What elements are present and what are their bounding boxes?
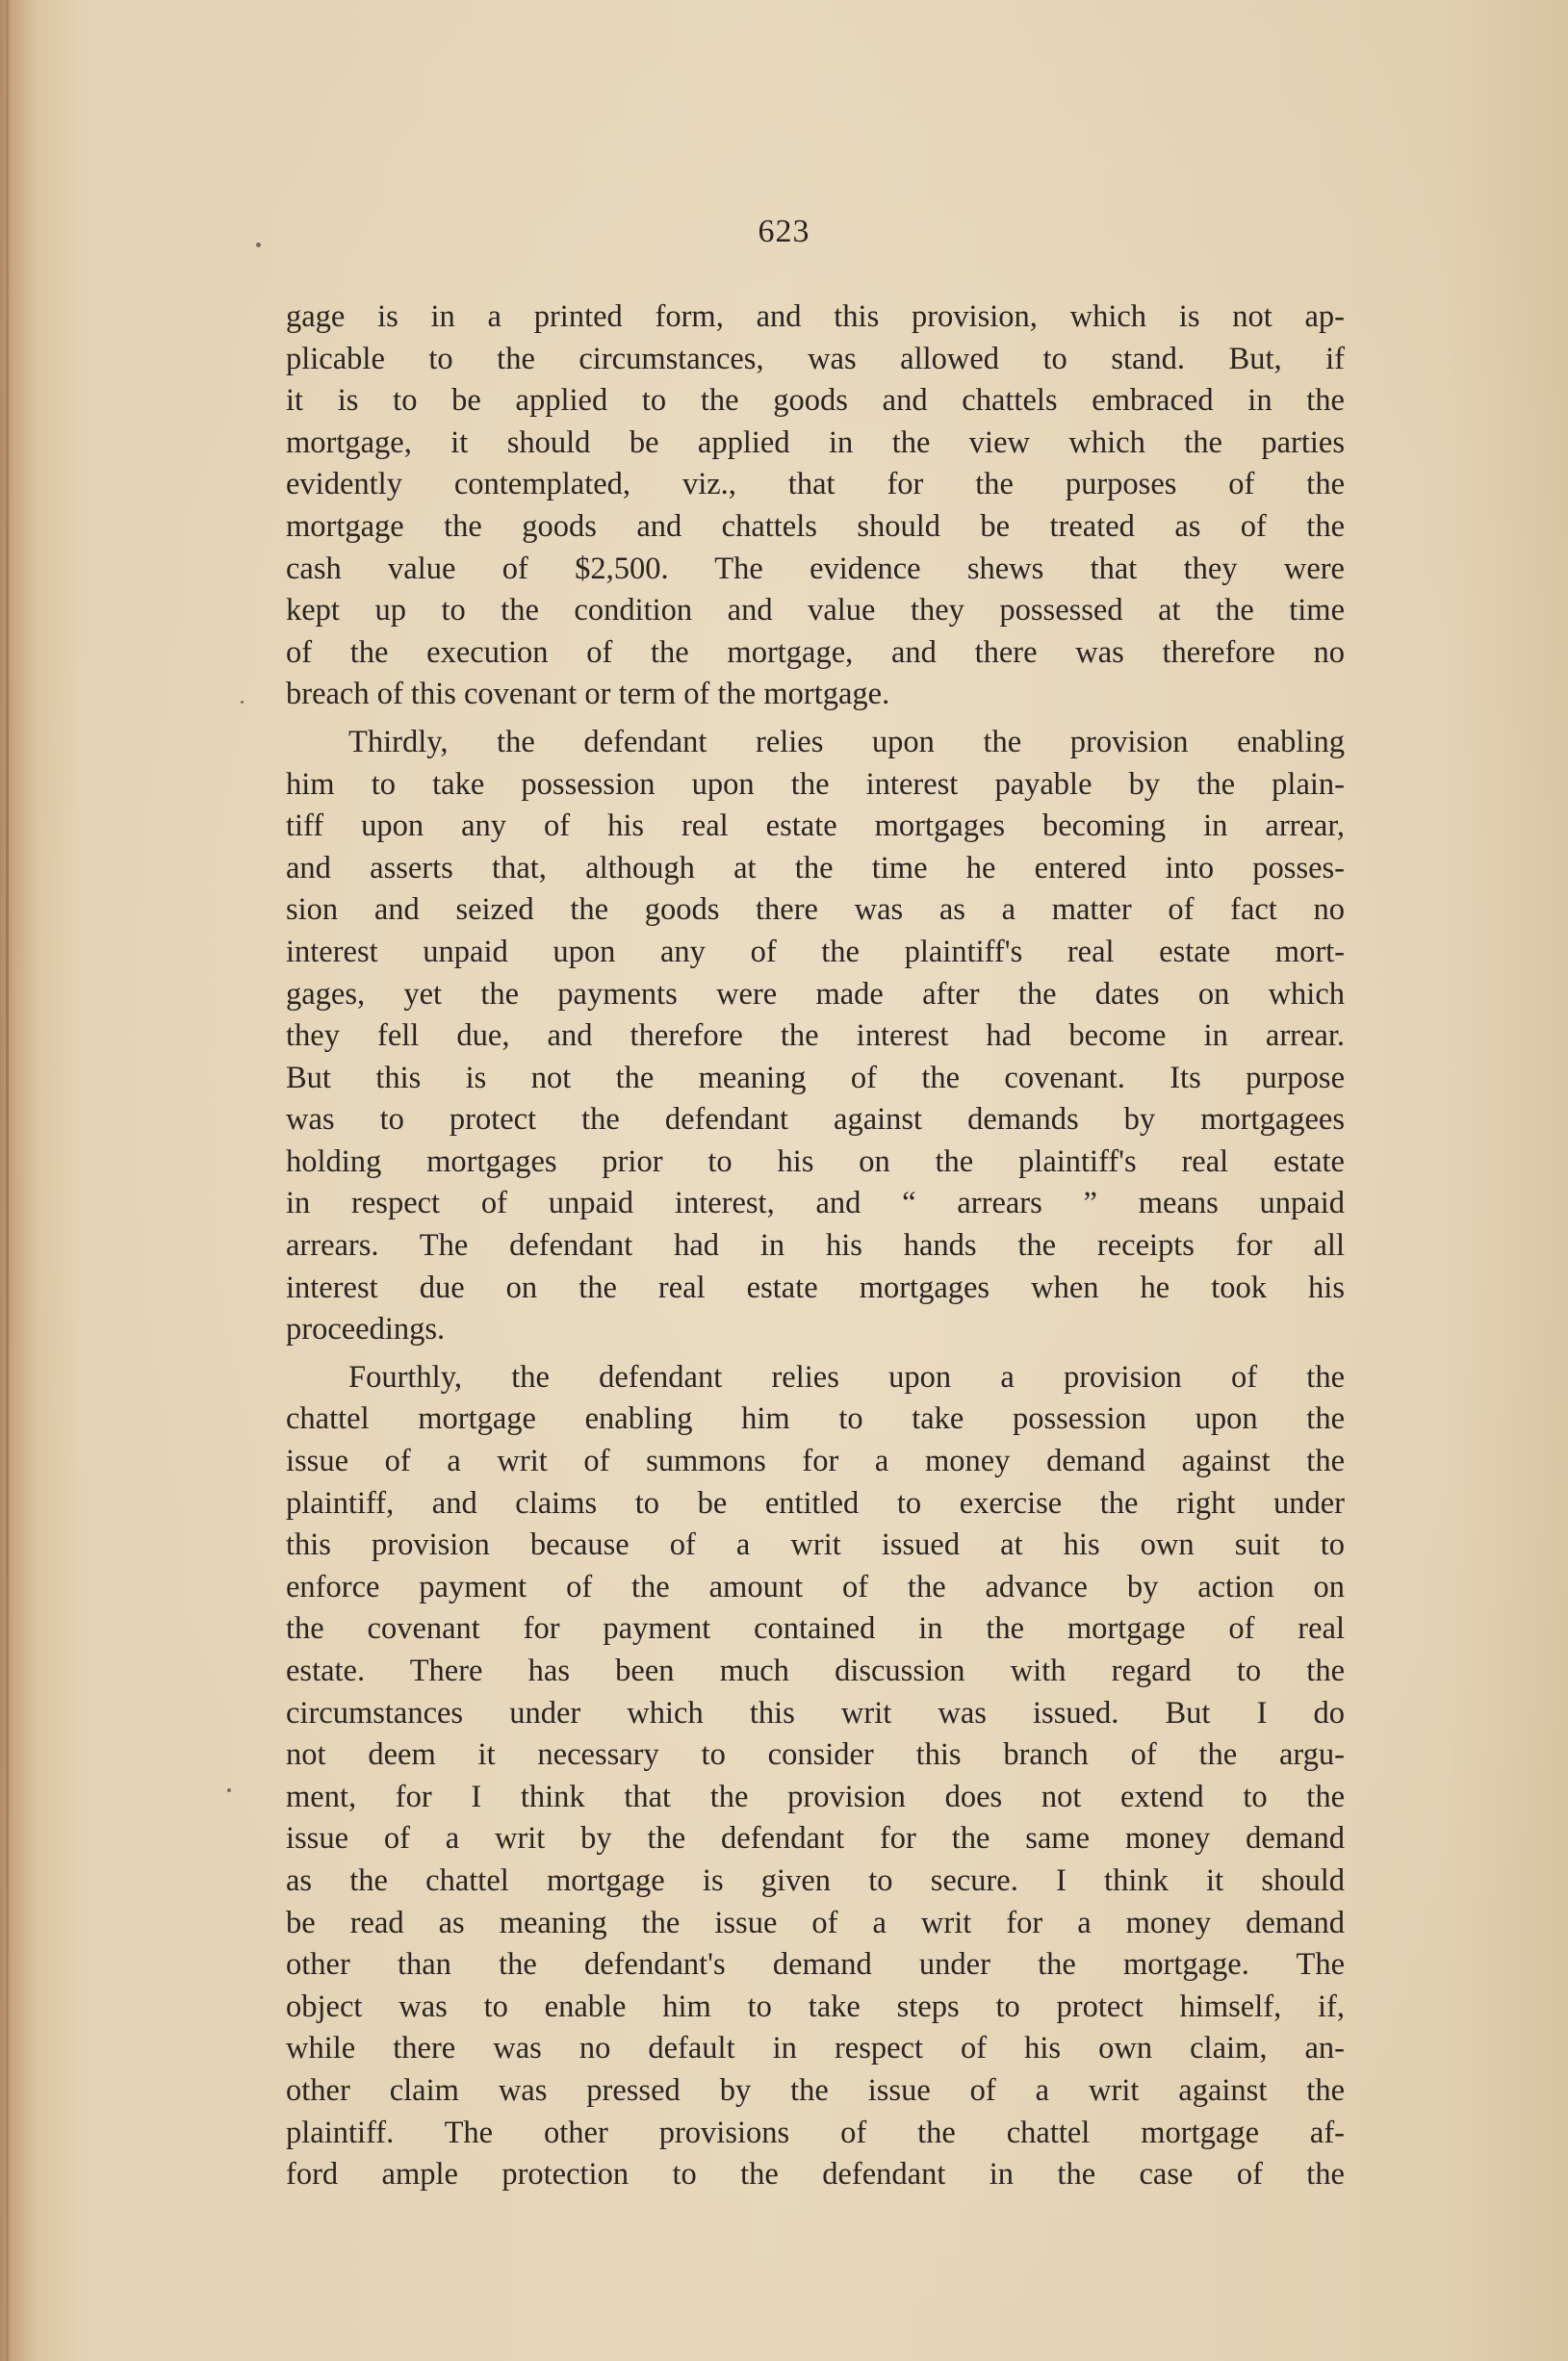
text-line: it is to be applied to the goods and chattels embraced in the [286,383,1345,419]
text-line: interest unpaid upon any of the plaintiff's real estate mort- [286,934,1345,969]
text-line: gages, yet the payments were made after the dates on which [286,976,1345,1012]
text-line: the covenant for payment contained in the mortgage of real [286,1611,1345,1647]
text-line: holding mortgages prior to his on the plaintiff's real estate [286,1143,1345,1179]
text-line: was to protect the defendant against demands by mortgagees [286,1102,1345,1138]
text-line: mortgage the goods and chattels should be treated as of the [286,508,1345,544]
margin-speck [227,1788,231,1792]
page-text-body [286,296,1345,2200]
text-line: Fourthly, the defendant relies upon a provision of the [348,1359,1345,1395]
text-line: not deem it necessary to consider this branch of the argu- [286,1737,1345,1773]
text-line: But this is not the meaning of the covenant. Its purpose [286,1060,1345,1095]
text-line: breach of this covenant or term of the mortgage. [286,677,890,712]
text-line: of the execution of the mortgage, and there was therefore no [286,634,1345,670]
text-line: plaintiff. The other provisions of the chattel mortgage af- [286,2115,1345,2150]
text-line: enforce payment of the amount of the advance by action on [286,1569,1345,1604]
paragraph [286,296,1345,716]
page-number: 623 [758,214,810,249]
text-line: ment, for I think that the provision does not extend to the [286,1779,1345,1814]
text-line: issue of a writ of summons for a money demand against the [286,1444,1345,1479]
text-line: mortgage, it should be applied in the view which the parties [286,424,1345,460]
text-line: circumstances under which this writ was issued. But I do [286,1695,1345,1731]
text-line: tiff upon any of his real estate mortgages becoming in arrear, [286,808,1345,844]
text-line: in respect of unpaid interest, and “ arrears ” means unpaid [286,1186,1345,1221]
paragraph [286,1357,1345,2196]
text-line: other than the defendant's demand under the mortgage. The [286,1947,1345,1983]
text-line: and asserts that, although at the time he entered into posses- [286,850,1345,885]
text-line: estate. There has been much discussion with regard to the [286,1654,1345,1688]
text-line: be read as meaning the issue of a writ for a money demand [286,1905,1345,1940]
text-line: Thirdly, the defendant relies upon the provision enabling [348,724,1345,759]
text-line: plaintiff, and claims to be entitled to exercise the right under [286,1485,1345,1521]
text-line: cash value of $2,500. The evidence shews that they were [286,551,1345,586]
text-line: object was to enable him to take steps to protect himself, if, [286,1989,1345,2024]
text-line: gage is in a printed form, and this provision, which is not ap- [286,299,1345,334]
text-line: him to take possession upon the interest payable by the plain- [286,766,1345,802]
text-line: evidently contemplated, viz., that for the purposes of the [286,467,1345,502]
text-line: they fell due, and therefore the interest had become in arrear. [286,1018,1345,1054]
text-line: issue of a writ by the defendant for the same money demand [286,1821,1345,1857]
text-line: ford ample protection to the defendant in the case of the [286,2157,1345,2193]
text-line: arrears. The defendant had in his hands the receipts for all [286,1228,1345,1264]
text-line: this provision because of a writ issued at his own suit to [286,1527,1345,1563]
text-line: proceedings. [286,1312,446,1347]
text-line: plicable to the circumstances, was allowed to stand. But, if [286,341,1345,376]
text-line: interest due on the real estate mortgages when he took his [286,1270,1345,1305]
text-line: kept up to the condition and value they possessed at the time [286,593,1345,629]
margin-speck [241,701,244,704]
text-line: while there was no default in respect of his own claim, an- [286,2031,1345,2066]
paragraph [286,722,1345,1351]
text-line: as the chattel mortgage is given to secure. I think it should [286,1862,1345,1898]
text-line: chattel mortgage enabling him to take possession upon the [286,1401,1345,1437]
text-line: sion and seized the goods there was as a matter of fact no [286,892,1345,928]
page-gutter-edge [6,0,9,2361]
text-line: other claim was pressed by the issue of a writ against the [286,2072,1345,2108]
